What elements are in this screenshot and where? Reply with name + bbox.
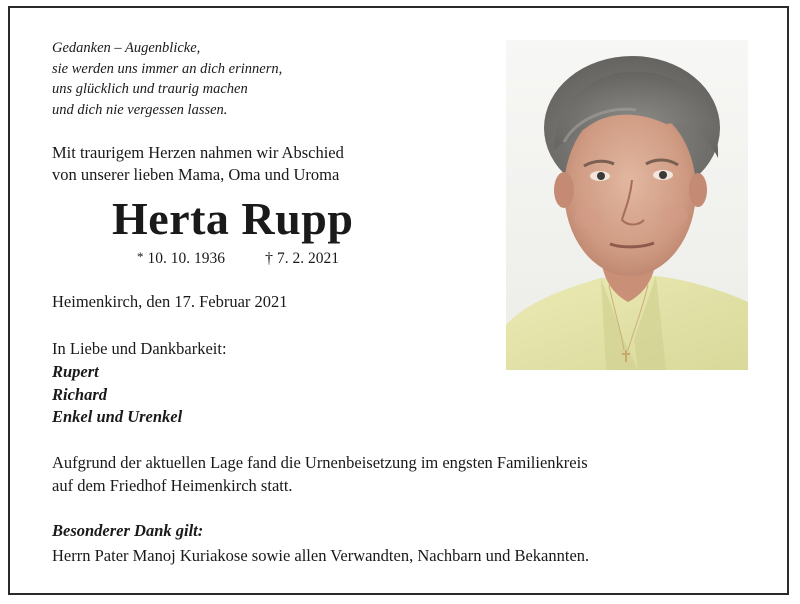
death-cross-icon: † <box>265 250 273 267</box>
birth-date <box>137 250 225 268</box>
intro-line: Mit traurigem Herzen nahmen wir Abschied <box>52 143 344 162</box>
farewell-intro <box>52 142 344 186</box>
portrait-photo <box>506 40 748 370</box>
birth-date-text: 10. 10. 1936 <box>147 250 225 267</box>
special-thanks-text: Herrn Pater Manoj Kuriakose sowie allen Verwandten, Nachbarn und Bekannten. <box>52 546 590 565</box>
poem-line: und dich nie vergessen lassen. <box>52 101 228 118</box>
poem-line: sie werden uns immer an dich erinnern, <box>52 60 283 77</box>
mourner-name: Richard <box>52 384 108 404</box>
notice-line: Aufgrund der aktuellen Lage fand die Urnenbeisetzung im engsten Familienkreis <box>52 453 588 472</box>
burial-notice <box>52 451 588 497</box>
poem-line: Gedanken – Augenblicke, <box>52 40 201 56</box>
birth-star-icon: * <box>137 249 144 264</box>
mourner-name: Rupert <box>52 362 99 381</box>
special-thanks-heading: Besonderer Dank gilt: <box>52 521 204 540</box>
poem-line: uns glücklich und traurig machen <box>52 81 248 97</box>
place-and-date: Heimenkirch, den 17. Februar 2021 <box>52 292 288 311</box>
mourner-name: Enkel und Urenkel <box>52 407 183 426</box>
portrait-illustration <box>506 40 748 370</box>
deceased-name: Herta Rupp <box>112 193 354 244</box>
poem <box>52 38 282 120</box>
mourners-intro: In Liebe und Dankbarkeit: <box>52 339 227 358</box>
notice-line: auf dem Friedhof Heimenkirch statt. <box>52 476 293 495</box>
intro-line: von unserer lieben Mama, Oma und Uroma <box>52 165 340 184</box>
death-date <box>265 250 339 268</box>
death-date-text: 7. 2. 2021 <box>277 250 339 267</box>
mourners-list <box>52 361 182 429</box>
